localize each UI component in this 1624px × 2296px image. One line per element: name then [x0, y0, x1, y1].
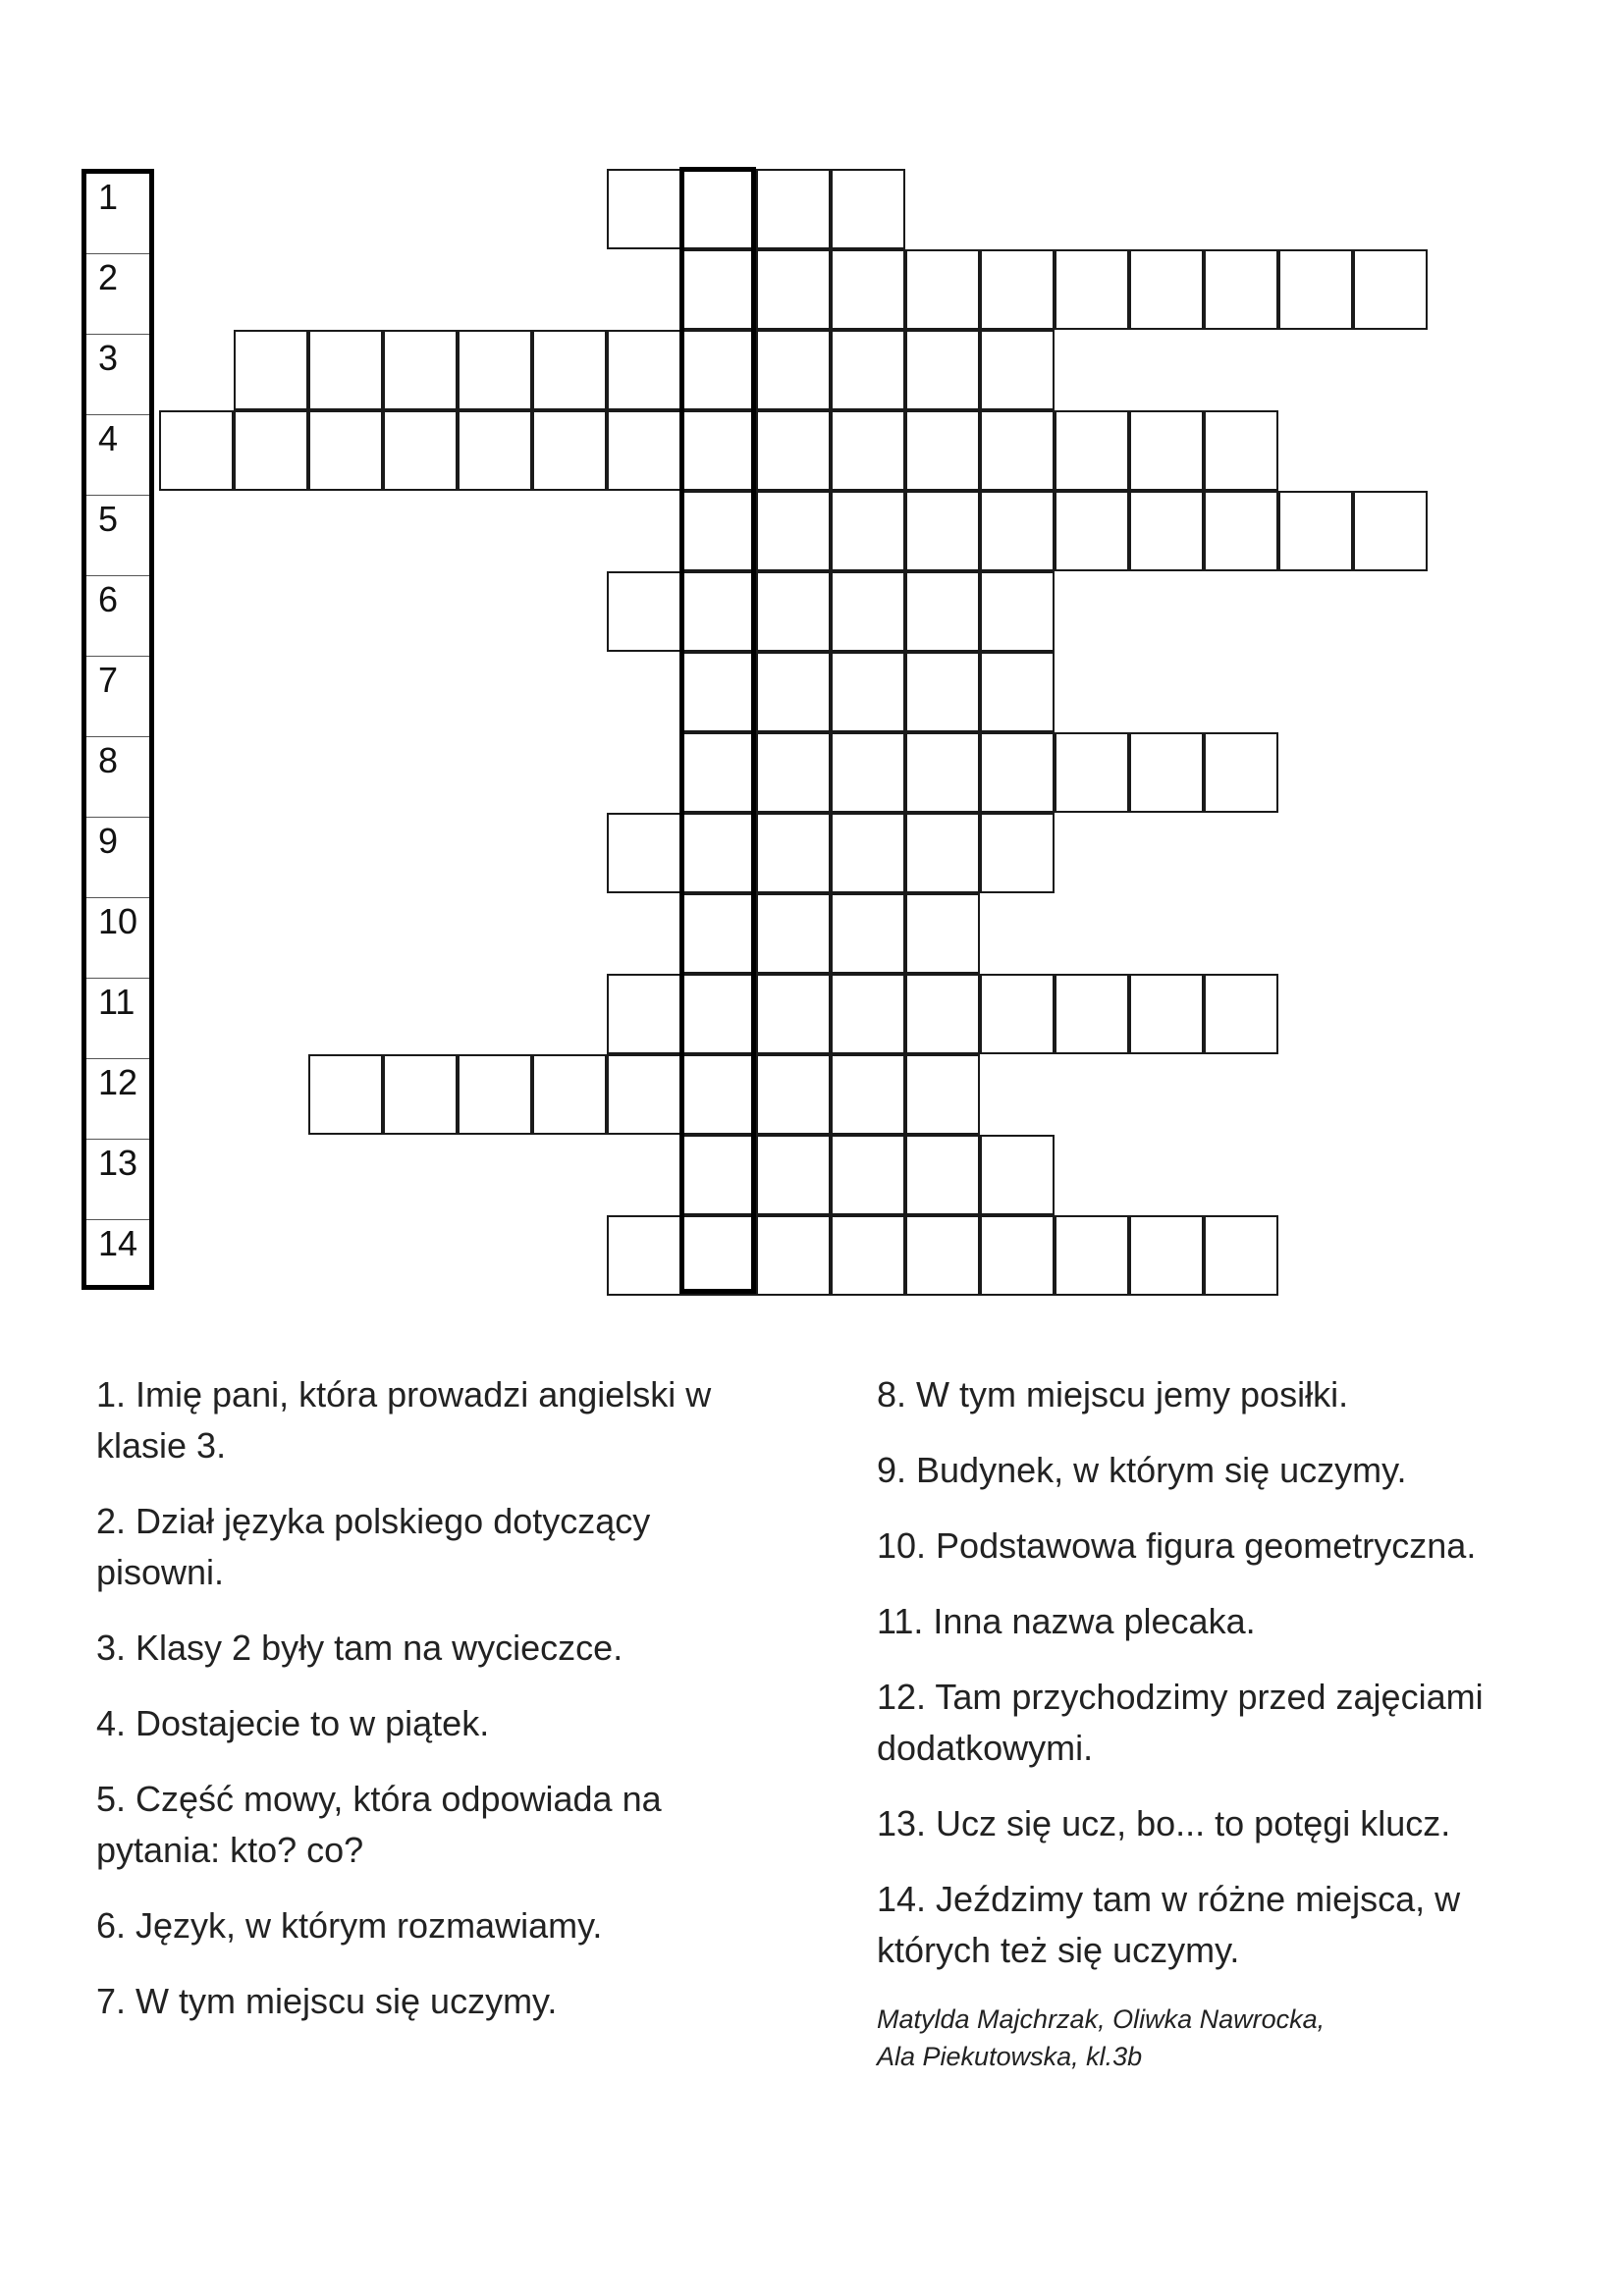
crossword-cell[interactable] [532, 330, 607, 410]
crossword-cell[interactable] [1204, 1215, 1278, 1296]
crossword-cell[interactable] [1129, 1215, 1204, 1296]
crossword-cell[interactable] [681, 974, 756, 1054]
crossword-cell[interactable] [458, 1054, 532, 1135]
row-number-label: 11 [98, 982, 135, 1022]
crossword-cell[interactable] [681, 652, 756, 732]
crossword-cell[interactable] [1055, 732, 1129, 813]
crossword-cell[interactable] [681, 491, 756, 571]
crossword-cell[interactable] [905, 652, 980, 732]
row-number-label: 10 [98, 901, 138, 941]
crossword-cell[interactable] [756, 1135, 831, 1215]
clue: 7. W tym miejscu się uczymy. [96, 1981, 558, 2021]
clue: 6. Język, w którym rozmawiamy. [96, 1905, 603, 1946]
clue: 2. Dział języka polskiego dotyczący pisowni. [96, 1501, 651, 1592]
crossword-cell[interactable] [681, 1054, 756, 1135]
crossword-cell[interactable] [1204, 491, 1278, 571]
crossword-cell[interactable] [756, 1215, 831, 1296]
crossword-cell[interactable] [159, 410, 234, 491]
row-number-label: 5 [98, 499, 119, 539]
crossword-cell[interactable] [831, 571, 905, 652]
crossword-cell[interactable] [681, 169, 756, 249]
clue: 11. Inna nazwa plecaka. [877, 1601, 1256, 1641]
crossword-cell[interactable] [607, 330, 681, 410]
crossword-cell[interactable] [458, 410, 532, 491]
crossword-cell[interactable] [383, 410, 458, 491]
crossword-cell[interactable] [831, 813, 905, 893]
crossword-cell[interactable] [756, 974, 831, 1054]
crossword-cell[interactable] [1055, 249, 1129, 330]
crossword-cell[interactable] [980, 491, 1055, 571]
crossword-cell[interactable] [905, 491, 980, 571]
crossword-cell[interactable] [681, 732, 756, 813]
crossword-cell[interactable] [905, 1135, 980, 1215]
crossword-cell[interactable] [756, 1054, 831, 1135]
crossword-cell[interactable] [458, 330, 532, 410]
crossword-cell[interactable] [1204, 732, 1278, 813]
credits-line-1: Matylda Majchrzak, Oliwka Nawrocka, [877, 2004, 1326, 2034]
crossword-cell[interactable] [905, 732, 980, 813]
crossword-cell[interactable] [607, 974, 681, 1054]
crossword-cell[interactable] [905, 571, 980, 652]
clues-right-column [877, 1369, 1564, 2075]
row-number-label: 7 [98, 660, 119, 700]
crossword-cell[interactable] [831, 732, 905, 813]
row-number-label: 8 [98, 740, 119, 780]
row-number-label: 12 [98, 1062, 138, 1102]
crossword-cell[interactable] [831, 169, 905, 249]
crossword-cell[interactable] [905, 330, 980, 410]
crossword-cell[interactable] [831, 1135, 905, 1215]
clue: 1. Imię pani, która prowadzi angielski w klasie 3. [96, 1374, 712, 1466]
crossword-cell[interactable] [607, 1215, 681, 1296]
clue: 13. Ucz się ucz, bo... to potęgi klucz. [877, 1803, 1451, 1843]
crossword-cell[interactable] [756, 571, 831, 652]
crossword-cell[interactable] [980, 732, 1055, 813]
crossword-cell[interactable] [756, 732, 831, 813]
crossword-cell[interactable] [681, 571, 756, 652]
row-number-label: 4 [98, 418, 119, 458]
row-number-label: 14 [98, 1223, 138, 1263]
crossword-cell[interactable] [681, 410, 756, 491]
crossword-cell[interactable] [1204, 249, 1278, 330]
crossword-cell[interactable] [1055, 410, 1129, 491]
clue: 9. Budynek, w którym się uczymy. [877, 1450, 1407, 1490]
crossword-cell[interactable] [980, 330, 1055, 410]
row-number-label: 1 [98, 177, 119, 217]
crossword-cell[interactable] [980, 410, 1055, 491]
crossword-cell[interactable] [1055, 491, 1129, 571]
row-number-label: 2 [98, 257, 119, 297]
crossword-cell[interactable] [831, 249, 905, 330]
crossword-cell[interactable] [980, 813, 1055, 893]
crossword-cell[interactable] [756, 330, 831, 410]
clues-left-column [96, 1369, 764, 2052]
crossword-cell[interactable] [681, 813, 756, 893]
crossword-cell[interactable] [308, 330, 383, 410]
crossword-cell[interactable] [1055, 1215, 1129, 1296]
crossword-cell[interactable] [681, 1215, 756, 1296]
crossword-cell[interactable] [532, 1054, 607, 1135]
crossword-cell[interactable] [980, 652, 1055, 732]
clue: 3. Klasy 2 były tam na wycieczce. [96, 1628, 623, 1668]
crossword-cell[interactable] [831, 974, 905, 1054]
crossword-cell[interactable] [607, 410, 681, 491]
crossword-cell[interactable] [607, 571, 681, 652]
row-number-label: 13 [98, 1143, 138, 1183]
crossword-cell[interactable] [756, 652, 831, 732]
crossword-cell[interactable] [756, 410, 831, 491]
clue: 4. Dostajecie to w piątek. [96, 1703, 490, 1743]
crossword-cell[interactable] [831, 893, 905, 974]
crossword-cell[interactable] [681, 1135, 756, 1215]
crossword-cell[interactable] [756, 491, 831, 571]
crossword-cell[interactable] [831, 1215, 905, 1296]
crossword-cell[interactable] [756, 813, 831, 893]
crossword-cell[interactable] [756, 249, 831, 330]
crossword-cell[interactable] [1278, 249, 1353, 330]
crossword-cell[interactable] [980, 1135, 1055, 1215]
credits-line-2: Ala Piekutowska, kl.3b [877, 2042, 1143, 2071]
clue: 14. Jeździmy tam w różne miejsca, w których też się uczymy. [877, 1879, 1461, 1970]
crossword-cell[interactable] [607, 169, 681, 249]
crossword-cell[interactable] [681, 893, 756, 974]
clue: 8. W tym miejscu jemy posiłki. [877, 1374, 1349, 1415]
crossword-cell[interactable] [1129, 491, 1204, 571]
clue: 10. Podstawowa figura geometryczna. [877, 1525, 1477, 1566]
crossword-cell[interactable] [905, 1215, 980, 1296]
crossword-cell[interactable] [980, 571, 1055, 652]
crossword-cell[interactable] [1278, 491, 1353, 571]
crossword-cell[interactable] [980, 974, 1055, 1054]
crossword-cell[interactable] [831, 491, 905, 571]
clue: 5. Część mowy, która odpowiada na pytania: kto? co? [96, 1779, 662, 1870]
crossword-cell[interactable] [1204, 410, 1278, 491]
row-number-label: 6 [98, 579, 119, 619]
crossword-cell[interactable] [905, 410, 980, 491]
crossword-cell[interactable] [383, 1054, 458, 1135]
crossword-cell[interactable] [980, 249, 1055, 330]
crossword-cell[interactable] [308, 410, 383, 491]
row-number-label: 9 [98, 821, 119, 861]
crossword-cell[interactable] [383, 330, 458, 410]
crossword-cell[interactable] [905, 1054, 980, 1135]
crossword-cell[interactable] [905, 974, 980, 1054]
crossword-cell[interactable] [756, 169, 831, 249]
crossword-cell[interactable] [1129, 974, 1204, 1054]
clues-right-list [877, 1369, 1564, 1976]
crossword-cell[interactable] [1055, 974, 1129, 1054]
crossword-cell[interactable] [234, 410, 308, 491]
crossword-cell[interactable] [607, 1054, 681, 1135]
crossword-cell[interactable] [756, 893, 831, 974]
crossword-cell[interactable] [607, 813, 681, 893]
crossword-cell[interactable] [681, 330, 756, 410]
crossword-cell[interactable] [905, 249, 980, 330]
crossword-cell[interactable] [234, 330, 308, 410]
crossword-cell[interactable] [1129, 732, 1204, 813]
crossword-cell[interactable] [831, 330, 905, 410]
crossword-cell[interactable] [308, 1054, 383, 1135]
crossword-cell[interactable] [532, 410, 607, 491]
crossword-cell[interactable] [980, 1215, 1055, 1296]
crossword-cell[interactable] [681, 249, 756, 330]
crossword-cell[interactable] [1129, 249, 1204, 330]
row-number-label: 3 [98, 338, 119, 378]
crossword-cell[interactable] [1353, 491, 1428, 571]
crossword-cell[interactable] [905, 893, 980, 974]
crossword-cell[interactable] [831, 652, 905, 732]
crossword-cell[interactable] [1129, 410, 1204, 491]
crossword-cell[interactable] [831, 1054, 905, 1135]
crossword-cell[interactable] [905, 813, 980, 893]
clue: 12. Tam przychodzimy przed zajęciami dodatkowymi. [877, 1677, 1484, 1768]
crossword-cell[interactable] [1353, 249, 1428, 330]
crossword-cell[interactable] [831, 410, 905, 491]
crossword-cell[interactable] [1204, 974, 1278, 1054]
credits [877, 2001, 1564, 2075]
